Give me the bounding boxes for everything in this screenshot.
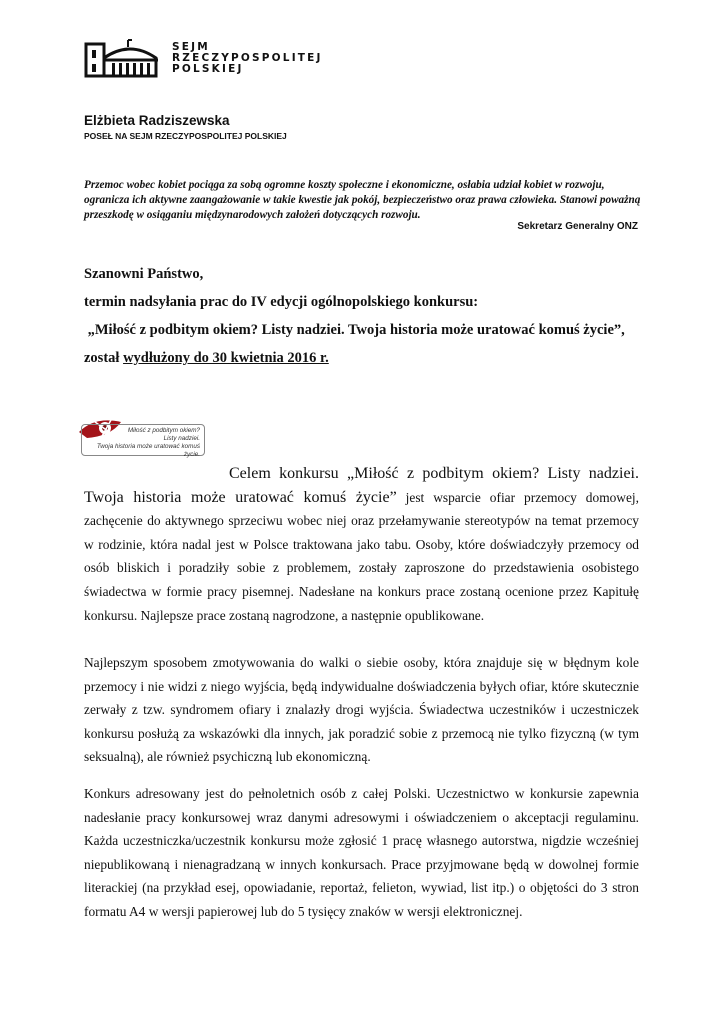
author-name: Elżbieta Radziszewska <box>84 113 230 128</box>
deadline-line: został wydłużony do 30 kwietnia 2016 r. <box>84 350 329 366</box>
author-role: POSEŁ NA SEJM RZECZYPOSPOLITEJ POLSKIEJ <box>84 131 287 141</box>
sejm-building-icon <box>84 38 160 78</box>
paragraph-rules: Konkurs adresowany jest do pełnoletnich osób z całej Polski. Uczestnictwo w konkursie zapewnia nadesłanie pracy konkursowej wraz danymi adresowymi i oświadczeniem o akceptacji regulaminu. Każda uczestniczka/uczestnik konkursu może zgłosić 1 pracę własnego autorstwa, nigdzie wcześniej niepublikowaną i nienagradzaną w innych konkursach. Prace przyjmowane będą w dowolnej formie literackiej (na przykład esej, opowiadanie, reportaż, felieton, wywiad, list itp.) o objętości do 3 stron formatu A4 w wersji papierowej lub do 5 tysięcy znaków w wersji elektronicznej. <box>84 786 639 919</box>
goal-intro: Celem konkursu „Miłość z podbitym okiem? Listy nadziei. Twoja historia może uratować komuś życie” <box>84 465 639 506</box>
badge-line-1: Miłość z podbitym okiem? <box>127 427 200 434</box>
deadline-date: wydłużony do 30 kwietnia 2016 r. <box>123 350 329 366</box>
badge-line-2: Listy nadziei. <box>163 435 200 442</box>
paragraph-goal: Celem konkursu „Miłość z podbitym okiem? Listy nadziei. Twoja historia może uratować komuś życie” jest wsparcie ofiar przemocy domowej, zachęcenie do aktywnego sprzeciwu wobec niej oraz przełamywanie stereotypów na temat przemocy w rodzinie, która nadal jest w Polsce traktowana jako tabu. Osoby, które doświadczyły przemocy od osób bliskich i poradziły sobie z problemem, zostały zaproszone do przedstawienia osobistego świadectwa w formie pracy pisemnej. Nadesłane na konkurs prace zostaną ocenione przez Kapitułę konkursu. Najlepsze prace zostaną nagrodzone, a następnie opublikowane. <box>84 465 639 623</box>
announcement-heading <box>84 260 625 372</box>
logo-line-3: POLSKIEJ <box>172 62 244 75</box>
badge-line-3: Twoja historia może uratować komuś życie. <box>96 443 200 458</box>
paragraph-motivation: Najlepszym sposobem zmotywowania do walki o siebie osoby, która znajduje się w błędnym kole przemocy i nie widzi z niego wyjścia, będą indywidualne doświadczenia byłych ofiar, które skutecznie zerwały z tzw. syndromem ofiary i znalazły drogi wyjścia. Świadectwa uczestników i uczestniczek konkursu posłużą za wskazówki dla innych, jak poradzić sobie z przemocą nie tylko fizyczną (w tym seksualną), ale również psychiczną lub ekonomiczną. <box>84 655 639 765</box>
heading-line-2: termin nadsyłania prac do IV edycji ogólnopolskiego konkursu: <box>84 294 479 310</box>
contest-title: „Miłość z podbitym okiem? Listy nadziei. Twoja historia może uratować komuś życie”, <box>84 322 625 338</box>
epigraph-quote: Przemoc wobec kobiet pociąga za sobą ogromne koszty społeczne i ekonomiczne, osłabia udział kobiet w rozwoju, ogranicza ich aktywne zaangażowanie w takie kwestie jak pokój, bezpieczeństwo oraz prawa człowieka. Stanowi poważną przeszkodę w osiąganiu międzynarodowych założeń dotyczących rozwoju. <box>84 179 641 221</box>
greeting: Szanowni Państwo, <box>84 266 204 282</box>
contest-logo <box>75 414 207 458</box>
epigraph-attribution: Sekretarz Generalny ONZ <box>517 221 638 232</box>
sejm-logo <box>84 38 323 78</box>
logo-line-1: SEJM <box>172 40 210 53</box>
logo-line-2: RZECZYPOSPOLITEJ <box>172 51 323 64</box>
